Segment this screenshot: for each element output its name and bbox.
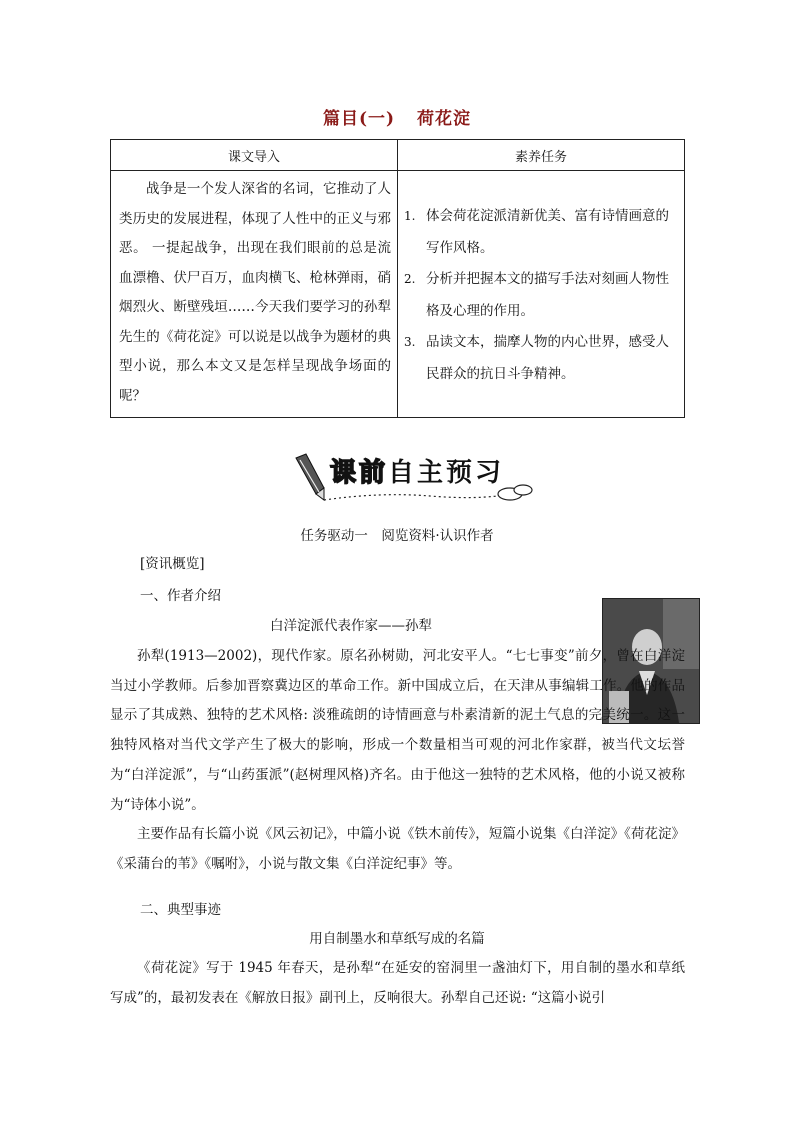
banner-part2: 自主预习 (388, 458, 505, 488)
pencil-icon (296, 454, 324, 500)
author-heading: 一、作者介绍 (140, 588, 221, 604)
deeds-heading: 二、典型事迹 (140, 902, 221, 918)
info-label: [资讯概览] (140, 556, 205, 572)
task-item: 2. 分析并把握本文的描写手法对刻画人物性格及心理的作用。 (404, 271, 669, 319)
task-list (398, 171, 685, 418)
title-sub: 荷花淀 (417, 109, 472, 129)
author-bio (110, 642, 685, 880)
bio-paragraph: 孙犁(1913—2002)，现代作家。原名孙树勋，河北安平人。“七七事变”前夕，曾在白洋淀当过小学教师。后参加晋察冀边区的革命工作。新中国成立后，在天津从事编辑工作。他的作品显示了其成熟、独特的艺术风格: 淡雅疏朗的诗情画意与朴素清新的泥土气息的完美统一。这一独特风格对当代文学产生了极大的影响，形成一个数量相当可观的河北作家群，被当代文坛誉为“白洋淀派”，与“山药蛋派”(赵树理风格)齐名。由于他这一独特的艺术风格，他的小说又被称为“诗体小说”。 (110, 648, 685, 813)
deeds-text (110, 954, 685, 1013)
intro-table (110, 139, 685, 418)
section-banner (330, 452, 504, 489)
deeds-paragraph: 《荷花淀》写于 1945 年春天，是孙犁“在延安的窑洞里一盏油灯下，用自制的墨水和草纸写成”的，最初发表在《解放日报》副刊上，反响很大。孙犁自己还说: “这篇小说引 (110, 960, 685, 1006)
header-tasks: 素养任务 (398, 140, 685, 171)
header-intro: 课文导入 (111, 140, 398, 171)
page-title (0, 104, 794, 129)
works-paragraph: 主要作品有长篇小说《风云初记》，中篇小说《铁木前传》，短篇小说集《白洋淀》《荷花淀》《采蒲台的苇》《嘱咐》，小说与散文集《白洋淀纪事》等。 (110, 826, 685, 872)
title-main: 篇目(一) (322, 109, 396, 129)
task-item: 3. 品读文本，揣摩人物的内心世界，感受人民群众的抗日斗争精神。 (404, 334, 669, 382)
deeds-title: 用自制墨水和草纸写成的名篇 (309, 931, 485, 947)
task-heading: 任务驱动一 阅览资料·认识作者 (300, 528, 494, 544)
banner-part1: 课前 (330, 458, 389, 488)
intro-text: 战争是一个发人深省的名词，它推动了人类历史的发展进程，体现了人性中的正义与邪恶。 一提起战争，出现在我们眼前的总是流血漂橹、伏尸百万，血肉横飞、枪林弹雨，硝烟烈火、断壁残垣……今天我们要学习的孙犁先生的《荷花淀》可以说是以战争为题材的典型小说，那么本文又是怎样呈现战争场面的呢？ (111, 171, 398, 418)
author-title: 白洋淀派代表作家——孙犁 (270, 618, 432, 634)
task-item: 1. 体会荷花淀派清新优美、富有诗情画意的写作风格。 (404, 208, 669, 256)
